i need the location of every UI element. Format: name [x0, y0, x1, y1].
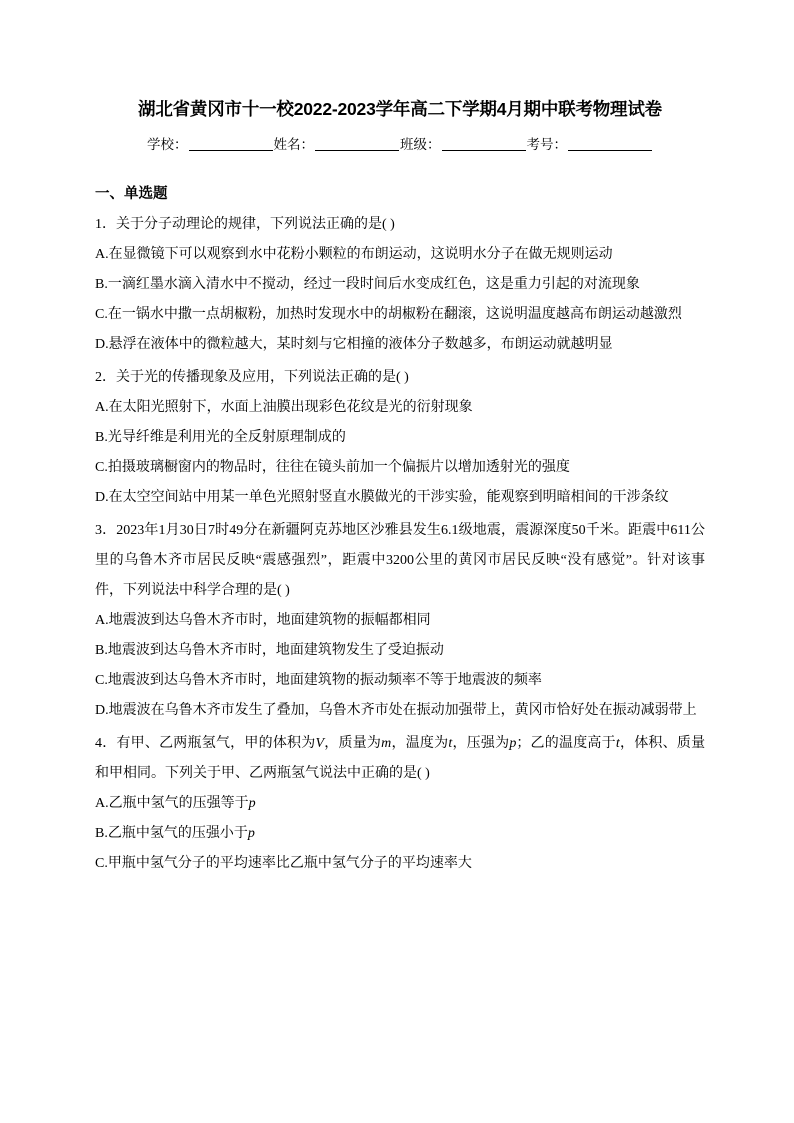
page-content [95, 0, 705, 879]
question-3-number: 3． [95, 523, 117, 538]
question-1-text: 关于分子动理论的规律，下列说法正确的是( ) [116, 217, 395, 232]
question-3-option-a[interactable]: A.地震波到达乌鲁木齐市时，地面建筑物的振幅都相同 [95, 613, 431, 628]
question-4 [95, 726, 705, 879]
question-4-number: 4． [95, 736, 117, 751]
question-3-option-c[interactable]: C.地震波到达乌鲁木齐市时，地面建筑物的振动频率不等于地震波的频率 [95, 673, 542, 688]
school-field-label: 学校： [147, 137, 188, 152]
question-1-option-d[interactable]: D.悬浮在液体中的微粒越大，某时刻与它相撞的液体分子数越多，布朗运动就越明显 [95, 337, 613, 352]
question-2-option-d[interactable]: D.在太空空间站中用某一单色光照射竖直水膜做光的干涉实验，能观察到明暗相间的干涉条纹 [95, 490, 669, 505]
question-3-option-b[interactable]: B.地震波到达乌鲁木齐市时，地面建筑物发生了受迫振动 [95, 643, 444, 658]
school-field-blank[interactable] [189, 150, 273, 151]
question-1-number: 1． [95, 217, 116, 232]
question-1 [95, 207, 705, 360]
question-4-option-b[interactable]: B.乙瓶中氢气的压强小于p [95, 826, 255, 841]
question-2-option-c[interactable]: C.拍摄玻璃橱窗内的物品时，往往在镜头前加一个偏振片以增加透射光的强度 [95, 460, 570, 475]
question-4-stem [95, 726, 705, 789]
question-2-text: 关于光的传播现象及应用，下列说法正确的是( ) [116, 370, 409, 385]
question-3-option-d[interactable]: D.地震波在乌鲁木齐市发生了叠加，乌鲁木齐市处在振动加强带上，黄冈市恰好处在振动减弱带上 [95, 703, 697, 718]
question-2-option-a[interactable]: A.在太阳光照射下，水面上油膜出现彩色花纹是光的衍射现象 [95, 400, 473, 415]
question-4-option-c[interactable]: C.甲瓶中氢气分子的平均速率比乙瓶中氢气分子的平均速率大 [95, 856, 472, 871]
question-1-option-c[interactable]: C.在一锅水中撒一点胡椒粉，加热时发现水中的胡椒粉在翻滚，这说明温度越高布朗运动越激烈 [95, 307, 682, 322]
class-field-blank[interactable] [442, 150, 526, 151]
question-4-option-a[interactable]: A.乙瓶中氢气的压强等于p [95, 796, 256, 811]
question-2-stem [95, 360, 705, 393]
question-3-stem [95, 513, 705, 606]
question-1-option-a[interactable]: A.在显微镜下可以观察到水中花粉小颗粒的布朗运动，这说明水分子在做无规则运动 [95, 247, 613, 262]
examnumber-field-blank[interactable] [568, 150, 652, 151]
question-2-number: 2． [95, 370, 116, 385]
question-4-text: 有甲、乙两瓶氢气，甲的体积为V，质量为m，温度为t，压强为p；乙的温度高于t，体积、质量和甲相同。下列关于甲、乙两瓶氢气说法中正确的是( ) [95, 736, 706, 781]
student-info-line [95, 122, 705, 156]
class-field-label: 班级： [400, 137, 441, 152]
question-2 [95, 360, 705, 513]
page-title: 湖北省黄冈市十一校2022-2023学年高二下学期4月期中联考物理试卷 [138, 99, 662, 119]
question-3-text: 2023年1月30日7时49分在新疆阿克苏地区沙雅县发生6.1级地震，震源深度50千米。距震中611公里的乌鲁木齐市居民反映“震感强烈”，距震中3200公里的黄冈市居民反映“没有感觉”。针对该事件，下列说法中科学合理的是( ) [95, 523, 706, 598]
name-field-blank[interactable] [315, 150, 399, 151]
question-1-stem [95, 207, 705, 240]
name-field-label: 姓名： [273, 137, 314, 152]
question-2-option-b[interactable]: B.光导纤维是利用光的全反射原理制成的 [95, 430, 346, 445]
examnumber-field-label: 考号： [526, 137, 567, 152]
question-1-option-b[interactable]: B.一滴红墨水滴入清水中不搅动，经过一段时间后水变成红色，这是重力引起的对流现象 [95, 277, 640, 292]
section-heading-single-choice: 一、单选题 [95, 186, 168, 202]
question-3 [95, 513, 705, 726]
